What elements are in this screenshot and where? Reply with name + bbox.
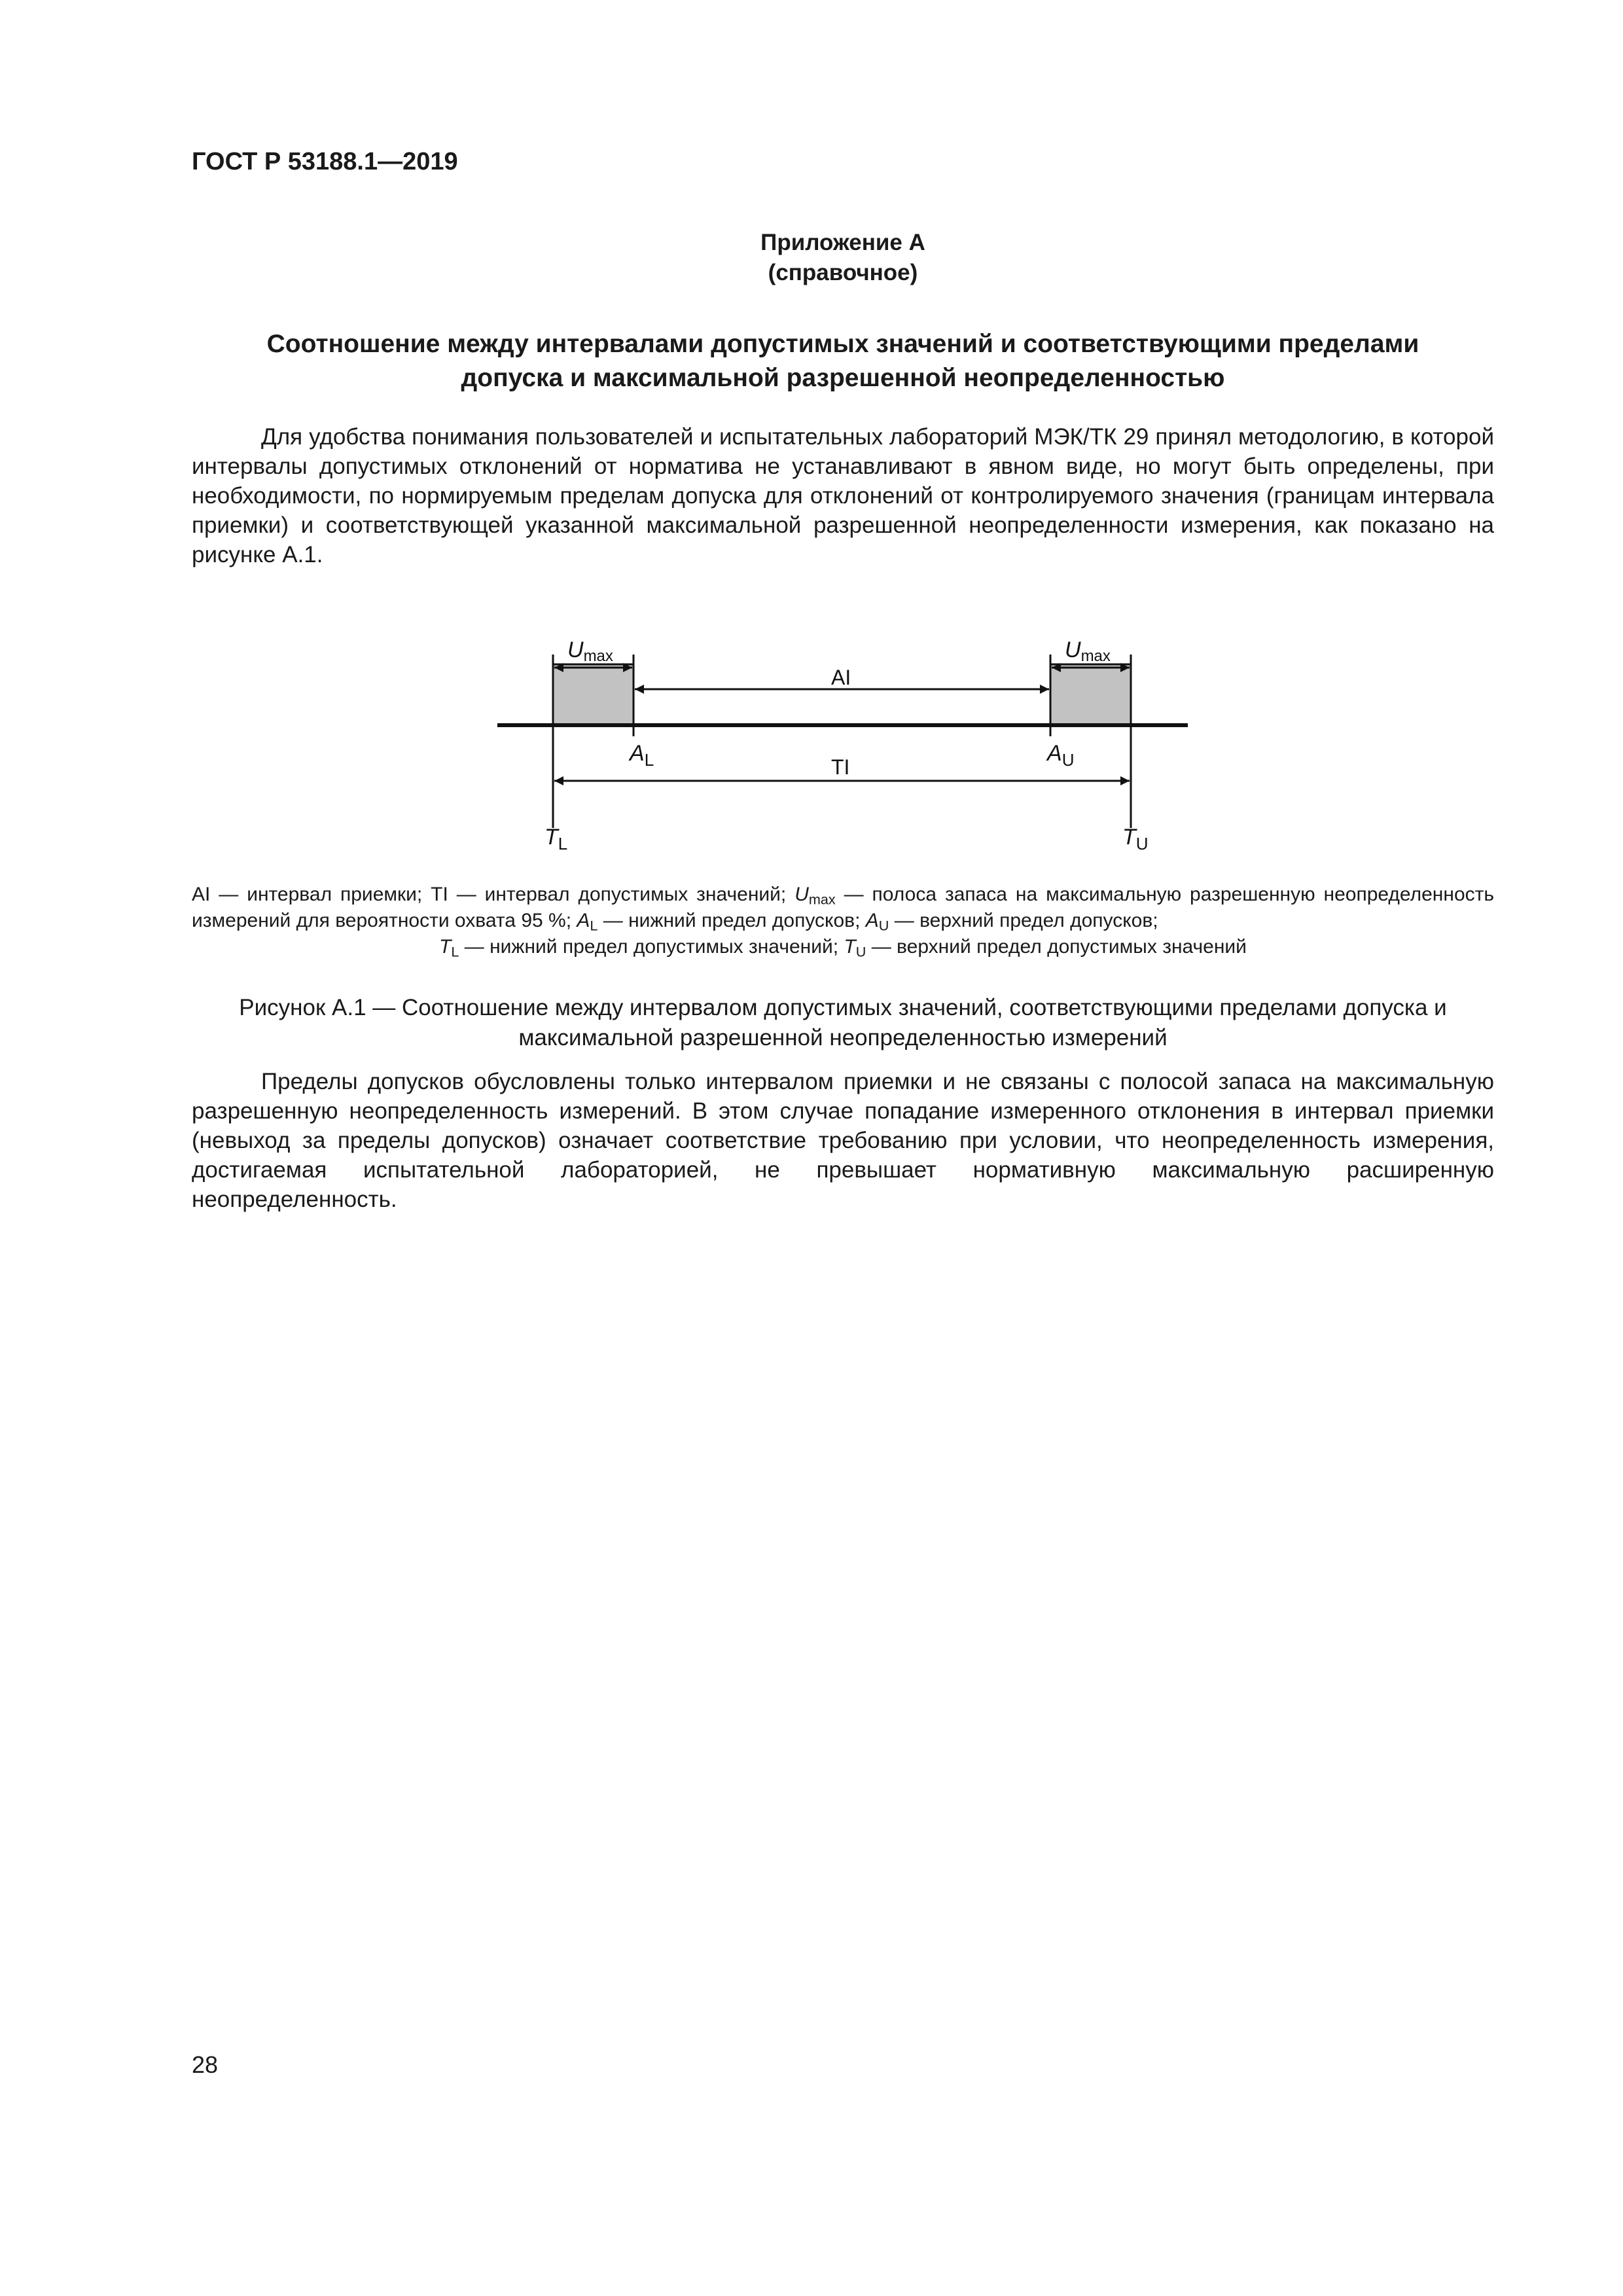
legend-u-symbol: U: [794, 884, 809, 905]
ai-label: AI: [831, 666, 851, 689]
figure-caption-line2: максимальной разрешенной неопределенностью измерений: [518, 1025, 1168, 1050]
legend-u-sub: max: [808, 891, 836, 908]
legend-a-symbol: A: [577, 910, 590, 931]
legend-a-symbol-2: A: [865, 910, 879, 931]
standard-header: ГОСТ Р 53188.1—2019: [192, 148, 458, 175]
conclusion-paragraph-text: Пределы допусков обусловлены только интервалом приемки и не связаны с полосой запаса на максимальную разрешенную неопределенность измерений. В этом случае попадание измеренного отклонения в интервал приемки (невыход за пределы допусков) означает соответствие требованию при условии, что неопределенность измерения, достигаемая испытательной лабораторией, не превышает нормативную максимальную расширенную неопределенность.: [192, 1069, 1494, 1212]
umax-upper-label: Umax: [1065, 637, 1111, 665]
lower-guard-band: [553, 664, 633, 725]
tolerance-diagram: [484, 622, 1217, 857]
legend-tl-text: — нижний предел допустимых значений;: [464, 936, 839, 958]
intro-paragraph-text: Для удобства понимания пользователей и испытательных лабораторий МЭК/ТК 29 принял методологию, в которой интервалы допустимых отклонений от норматива не устанавливают в явном виде, но могут быть определены, при необходимости, по нормируемым пределам допуска для отклонений от контролируемого значения (границам интервала приемки) и соответствующей указанной максимальной разрешенной неопределенности измерения, как показано на рисунке А.1.: [192, 424, 1494, 567]
figure-legend: [192, 882, 1494, 960]
figure-caption: [192, 993, 1494, 1053]
tl-label: $T_L$: [544, 825, 568, 853]
al-label: $A_L$: [630, 741, 654, 770]
conclusion-paragraph: [192, 1067, 1494, 1214]
legend-t-symbol: T: [439, 936, 452, 958]
legend-au-sub: U: [878, 917, 889, 934]
legend-al-sub: L: [590, 917, 598, 934]
legend-tl-sub: L: [451, 943, 459, 960]
intro-paragraph: [192, 422, 1494, 569]
appendix-title: Приложение А: [760, 230, 925, 255]
umax-lower-label: Umax: [567, 637, 613, 665]
tu-label: $T_U$: [1122, 825, 1149, 853]
upper-guard-band: [1050, 664, 1131, 725]
legend-umax-text: — полоса запаса на максимальную разрешенную неопределенность измерений для вероятности охвата 95 %;: [192, 884, 1494, 931]
section-title-line1: Соотношение между интервалами допустимых значений и соответствующими пределами: [266, 330, 1419, 358]
page-number: 28: [192, 2051, 219, 2078]
au-label: $A_U$: [1047, 741, 1075, 770]
legend-ai-ti: AI — интервал приемки; TI — интервал допустимых значений;: [192, 884, 787, 905]
section-title: [192, 327, 1494, 395]
legend-tu-text: — верхний предел допустимых значений: [871, 936, 1247, 958]
legend-al-text: — нижний предел допусков;: [603, 910, 861, 931]
legend-last-line: [192, 934, 1494, 960]
ti-label: TI: [831, 755, 850, 779]
legend-tu-sub: U: [855, 943, 866, 960]
legend-au-text: — верхний предел допусков;: [894, 910, 1158, 931]
figure-caption-line1: Рисунок А.1 — Соотношение между интервалом допустимых значений, соответствующими пределами допуска и: [239, 995, 1447, 1020]
section-title-line2: допуска и максимальной разрешенной неопределенностью: [461, 364, 1225, 392]
appendix-heading: [192, 228, 1494, 288]
legend-t-symbol-2: T: [844, 936, 856, 958]
appendix-status: (справочное): [768, 260, 918, 285]
